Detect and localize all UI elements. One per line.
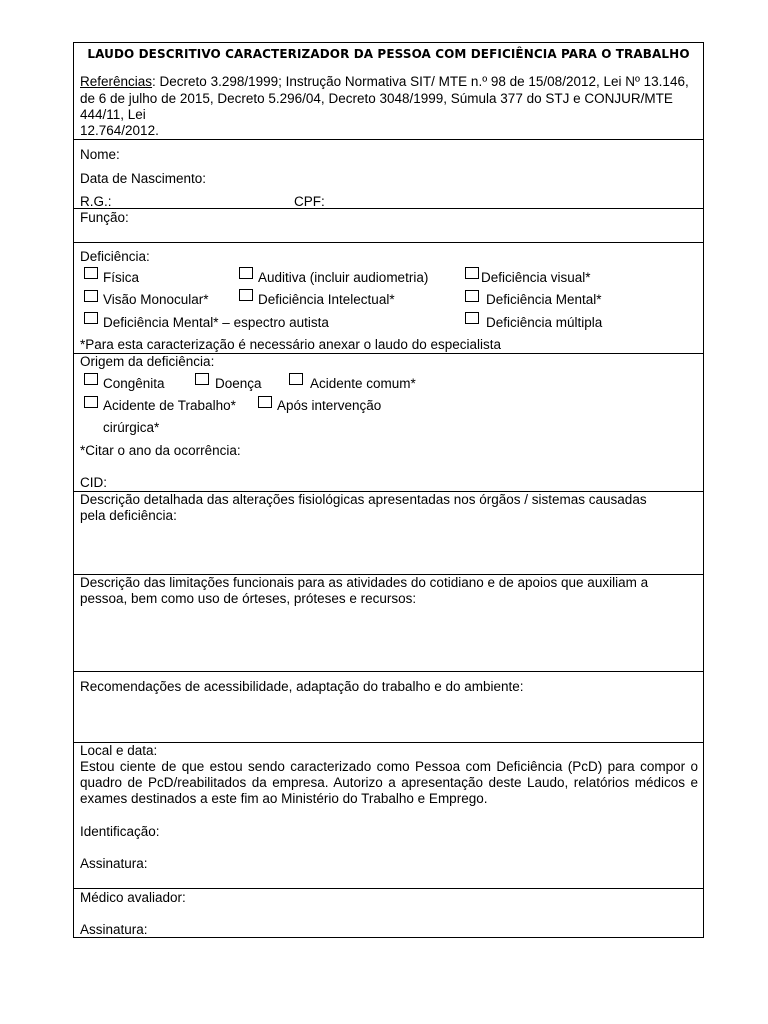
- auditiva-label: Auditiva (incluir audiometria): [258, 270, 429, 285]
- visual-label: Deficiência visual*: [481, 270, 591, 285]
- doctor-section: [74, 889, 703, 937]
- identity-section: [74, 140, 703, 209]
- name-label: Nome:: [80, 147, 120, 162]
- local-date-label: Local e data:: [80, 743, 158, 758]
- references-label: Referências: [80, 74, 153, 89]
- acidente-comum-checkbox[interactable]: [289, 373, 303, 385]
- header-section: [74, 43, 703, 140]
- cpf-label: CPF:: [294, 194, 325, 209]
- disability-section: [74, 243, 703, 354]
- mental-checkbox[interactable]: [465, 290, 479, 302]
- disability-label: Deficiência:: [80, 249, 150, 264]
- consent-section: [74, 743, 703, 889]
- references-line-4: 12.764/2012.: [80, 123, 159, 138]
- specialist-note: *Para esta caracterização é necessário anexar o laudo do especialista: [80, 337, 501, 352]
- origin-label: Origem da deficiência:: [80, 354, 215, 369]
- references-text: : Decreto 3.298/1999; Instrução Normativa SIT/ MTE n.º 98 de 15/08/2012, Lei Nº 13.146,: [152, 74, 689, 89]
- acidente-comum-label: Acidente comum*: [310, 376, 416, 391]
- origin-section: [74, 354, 703, 492]
- identification-label: Identificação:: [80, 824, 160, 839]
- recommendations-section: [74, 672, 703, 743]
- monocular-label: Visão Monocular*: [103, 292, 209, 307]
- auditiva-checkbox[interactable]: [239, 267, 253, 279]
- form-title: LAUDO DESCRITIVO CARACTERIZADOR DA PESSOA COM DEFICIÊNCIA PARA O TRABALHO: [87, 47, 690, 61]
- references-line-2: de 6 de julho de 2015, Decreto 5.296/04, Decreto 3048/1999, Súmula 377 do STJ e CONJUR/MTE: [80, 91, 673, 106]
- apos-intervencao-checkbox[interactable]: [258, 396, 272, 408]
- references-line-3: 444/11, Lei: [80, 107, 146, 122]
- birth-date-label: Data de Nascimento:: [80, 171, 207, 186]
- intelectual-checkbox[interactable]: [239, 289, 253, 301]
- autista-checkbox[interactable]: [84, 312, 98, 324]
- multipla-checkbox[interactable]: [465, 312, 479, 324]
- monocular-checkbox[interactable]: [84, 290, 98, 302]
- autista-label: Deficiência Mental* – espectro autista: [103, 315, 329, 330]
- physio-line-2: pela deficiência:: [80, 508, 177, 523]
- congenita-checkbox[interactable]: [84, 373, 98, 385]
- intelectual-label: Deficiência Intelectual*: [258, 292, 395, 307]
- doenca-label: Doença: [215, 376, 262, 391]
- functional-limitations-section: [74, 575, 703, 672]
- function-label: Função:: [80, 210, 129, 225]
- physio-line-1: Descrição detalhada das alterações fisiológicas apresentadas nos órgãos / sistemas causadas: [80, 492, 647, 507]
- consent-text: Estou ciente de que estou sendo caracterizado como Pessoa com Deficiência (PcD) para compor o quadro de PcD/reabilitados da empresa. Autorizo a apresentação deste Laudo, relatórios médicos e exames destinados a este fim ao Ministério do Trabalho e Emprego.: [80, 759, 698, 806]
- cirurgica-label: cirúrgica*: [103, 420, 160, 435]
- limit-line-1: Descrição das limitações funcionais para as atividades do cotidiano e de apoios que auxiliam a: [80, 575, 649, 590]
- visual-checkbox[interactable]: [465, 267, 479, 279]
- year-note: *Citar o ano da ocorrência:: [80, 443, 241, 458]
- references-line-1: [80, 74, 689, 90]
- rg-label: R.G.:: [80, 194, 112, 209]
- cid-label: CID:: [80, 475, 107, 490]
- disability-report-form: [73, 42, 704, 938]
- function-section: [74, 209, 703, 243]
- limit-line-2: pessoa, bem como uso de órteses, próteses e recursos:: [80, 591, 417, 606]
- apos-intervencao-label: Após intervenção: [277, 398, 382, 413]
- physiological-description-section: [74, 492, 703, 575]
- congenita-label: Congênita: [103, 376, 165, 391]
- fisica-checkbox[interactable]: [84, 267, 98, 279]
- recommendations-label: Recomendações de acessibilidade, adaptação do trabalho e do ambiente:: [80, 679, 524, 694]
- doenca-checkbox[interactable]: [195, 373, 209, 385]
- acidente-trabalho-label: Acidente de Trabalho*: [103, 398, 236, 413]
- doctor-label: Médico avaliador:: [80, 890, 186, 905]
- acidente-trabalho-checkbox[interactable]: [84, 396, 98, 408]
- patient-signature-label: Assinatura:: [80, 856, 148, 871]
- multipla-label: Deficiência múltipla: [486, 315, 603, 330]
- fisica-label: Física: [103, 270, 140, 285]
- mental-label: Deficiência Mental*: [486, 292, 602, 307]
- doctor-signature-label: Assinatura:: [80, 922, 148, 937]
